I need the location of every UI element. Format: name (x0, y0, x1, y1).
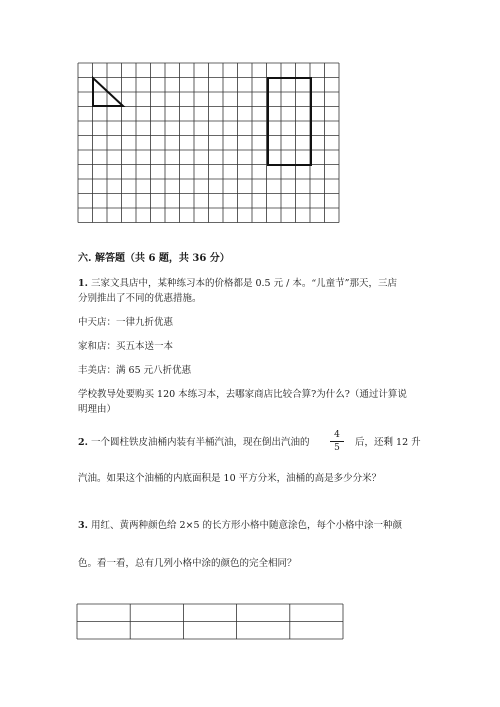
q3-number: 3. (78, 520, 88, 531)
q2-number: 2. (78, 437, 88, 448)
q2-text-line1a: 一个圆柱铁皮油桶内装有半桶汽油，现在倒出汽油的 (87, 437, 310, 448)
q2-fraction (330, 430, 344, 453)
q3-line1 (78, 517, 402, 534)
q1-ask-line1: 学校教导处要购买 120 本练习本，去哪家商店比较合算?为什么?（通过计算说 (78, 389, 407, 400)
q2-fraction-denominator: 5 (334, 443, 340, 453)
q3-text-line1: 用红、黄两种颜色给 2×5 的长方形小格中随意涂色，每个小格中涂一种颜 (87, 520, 403, 531)
rectangle-shape (268, 78, 311, 165)
q3-text-line2: 色。看一看，总有几列小格中涂的颜色的完全相同？ (78, 558, 297, 569)
table-grid (77, 604, 343, 639)
q2-line1 (78, 434, 309, 451)
q1-store2: 家和店：买五本送一本 (78, 341, 174, 352)
section-heading: 六. 解答题（共 6 题，共 36 分） (78, 253, 230, 264)
q1-store1: 中天店：一律九折优惠 (78, 317, 174, 328)
q1-store3: 丰美店：满 65 元八折优惠 (78, 365, 192, 376)
q1-number: 1. (78, 278, 88, 289)
q2-text-line1b: 后，还剩 12 升 (355, 437, 421, 448)
q1-text-line2: 分别推出了不同的优惠措施。 (78, 293, 202, 304)
q1-text-line1: 三家文具店中，某种练习本的价格都是 0.5 元 / 本。“儿童节”那天，三店 (87, 278, 398, 289)
q2-fraction-numerator: 4 (334, 430, 340, 440)
grid-lines (78, 63, 339, 223)
q1-ask-line2: 明理由） (78, 404, 117, 415)
fraction-bar (330, 441, 344, 442)
grid-figure (0, 0, 500, 240)
q2-text-line2: 汽油。如果这个油桶的内底面积是 10 平方分米，油桶的高是多少分米？ (78, 473, 382, 484)
